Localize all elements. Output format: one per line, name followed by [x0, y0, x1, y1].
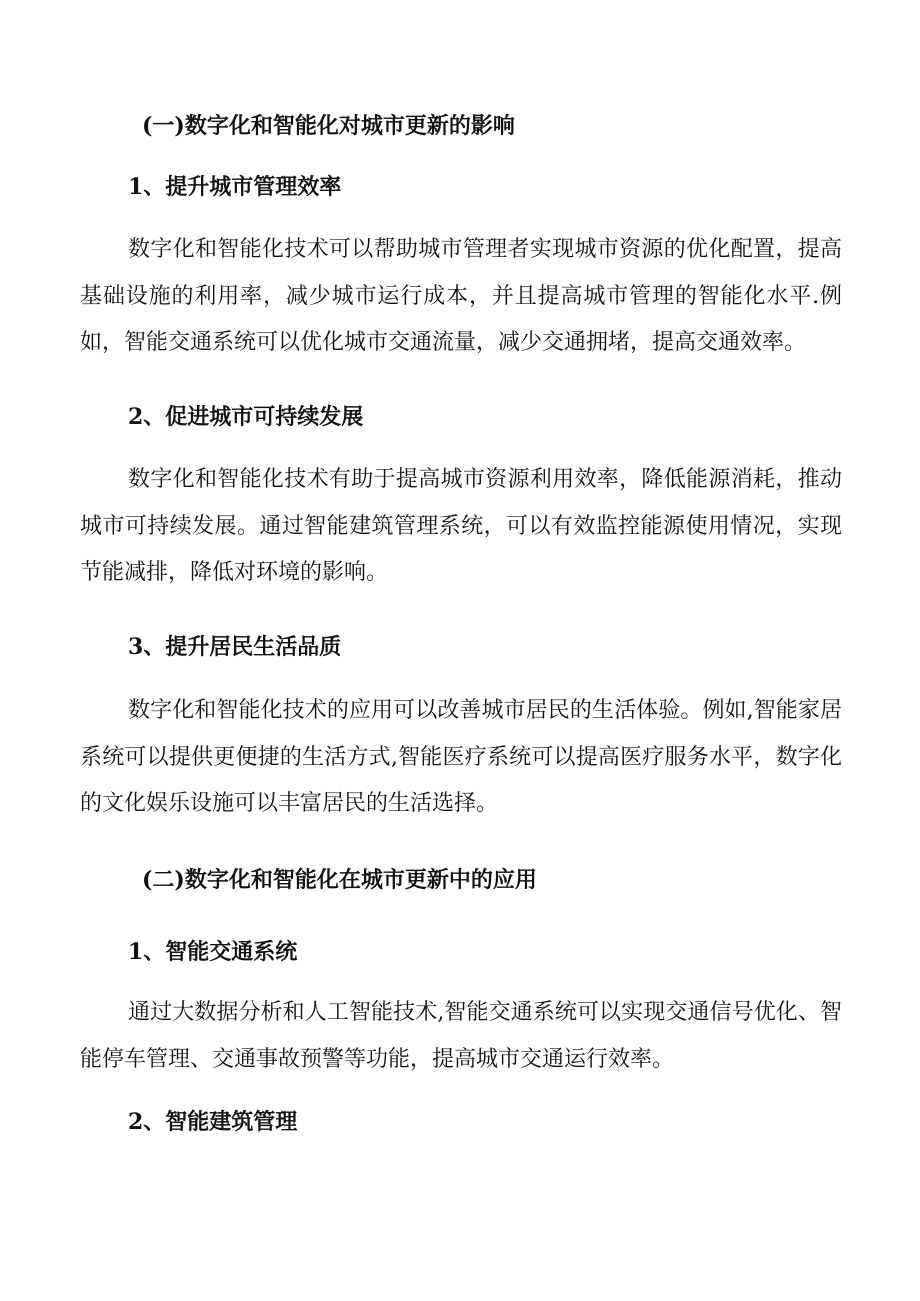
paragraph-2-1: 通过大数据分析和人工智能技术,智能交通系统可以实现交通信号优化、智能停车管理、交通事故预警等功能，提高城市交通运行效率。	[80, 1000, 842, 1072]
subheading-1-2: 2、促进城市可持续发展	[128, 404, 364, 430]
section-2-title: (二)数字化和智能化在城市更新中的应用	[142, 867, 537, 893]
subheading-2-2: 2、智能建筑管理	[128, 1109, 298, 1135]
paragraph-1-2: 数字化和智能化技术有助于提高城市资源利用效率，降低能源消耗，推动城市可持续发展。通过智能建筑管理系统，可以有效监控能源使用情况，实现节能减排，降低对环境的影响。	[80, 467, 842, 585]
subheading-1-1: 1、提升城市管理效率	[128, 174, 342, 200]
paragraph-1-3: 数字化和智能化技术的应用可以改善城市居民的生活体验。例如,智能家居系统可以提供更便捷的生活方式,智能医疗系统可以提高医疗服务水平，数字化的文化娱乐设施可以丰富居民的生活选择。	[80, 698, 842, 816]
section-1-title: (一)数字化和智能化对城市更新的影响	[142, 113, 515, 139]
subheading-1-3: 3、提升居民生活品质	[128, 634, 342, 660]
subheading-2-1: 1、智能交通系统	[128, 939, 298, 965]
paragraph-1-1: 数字化和智能化技术可以帮助城市管理者实现城市资源的优化配置，提高基础设施的利用率，减少城市运行成本，并且提高城市管理的智能化水平.例如，智能交通系统可以优化城市交通流量，减少交通拥堵，提高交通效率。	[80, 237, 842, 355]
